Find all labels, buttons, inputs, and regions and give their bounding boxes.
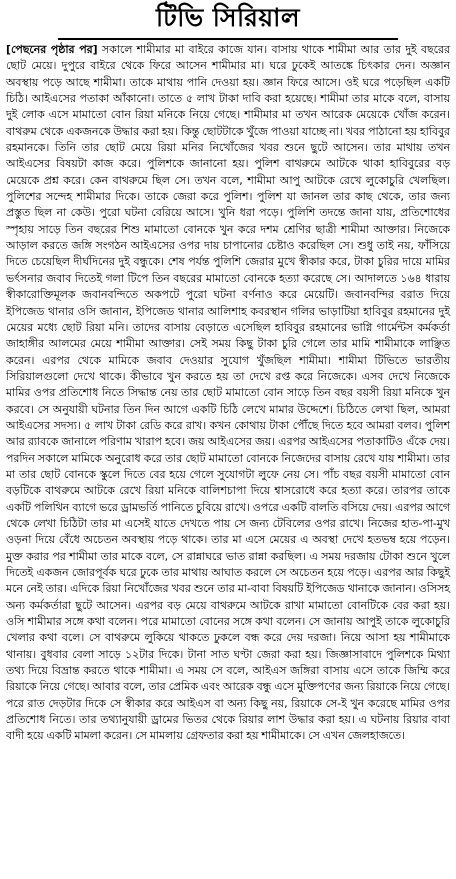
article-headline: টিভি সিরিয়াল bbox=[58, 0, 398, 40]
article-body-text: সকালে শামীমার মা বাইরে কাজে যান। বাসায় থাকে শামীমা আর তার দুই বছরের ছোট মেয়ে। দুপুরে বাইরে থেকে ফিরে আসেন শামীমার মা। ঘরে ঢুকেই আতঙ্কে চিৎকার দেন। অজ্ঞান অবস্থায় পড়ে আছে শামীমা। তাকে মাথায় পানি দেওয়া হয়। জ্ঞান ফিরে আসে। ওই ঘরে পড়েছিল একটি চিঠি। আইএসের পতাকা আঁকানো। তাতে ৫ লাখ টাকা দাবি করা হয়েছে। শামীমা তার মাকে বলে, বাসায় দুই লোক এসে মামাতো বোন রিয়া মনিকে নিয়ে গেছে। শামীমার মা তখন আরেক মেয়েকে খোঁজ করেন। বাথরুম থেকে একজনকে উদ্ধার করা হয়। কিন্তু ছোটটাকে খুঁজে পাওয়া যাচ্ছে না। খবর পাঠানো হয় হাবিবুর রহমানকে। তিনি তার ছোট মেয়ে রিয়া মনির নিখোঁজের খবর শুনে ছুটে আসেন। তার মাথায় তখন আইএসের বিষয়টা কাজ করে। পুলিশকে জানানো হয়। পুলিশ বাথরুমে আটকে থাকা হাবিবুরের বড় মেয়েকে প্রশ্ন করে। কেন বাথরুমে ছিল সে। তখন বলে, শামীমা আপু আটকে রেখে লুকোচুরি খেলছিল। পুলিশের সন্দেহ শামীমার দিকে। তাকে জেরা করে পুলিশ। পুলিশ যা জানল তার কাছ থেকে, তার জন্য প্রস্তুত ছিল না কেউ। পুরো ঘটনা বেরিয়ে আসে। খুনি ধরা পড়ে। পুলিশি তদন্তে জানা যায়, প্রতিশোধের স্পৃহায় সাড়ে তিন বছরের শিশু মামাতো বোনকে খুন করে দশম শ্রেণির ছাত্রী শামীমা আক্তার। নিজেকে আড়াল করতে জঙ্গি সংগঠন আইএসের ওপর দায় চাপানোর চেষ্টাও করেছিল সে। শুধু তাই নয়, ফাঁসিয়ে দিতে চেয়েছিল দীর্ঘদিনের দুই বন্ধুকে। শেষ পর্যন্ত পুলিশি জেরার মুখে স্বীকার করে, টাকা চুরির দায়ে মামির ভর্ৎসনার জবাব দিতেই গলা টিপে তিন বছরের মামাতো বোনকে হত্যা করেছে সে। আদালতে ১৬৪ ধারায় স্বীকারোক্তিমূলক জবানবন্দিতে অকপটে পুরো ঘটনা বর্ণনাও করে মেয়েটি। জবানবন্দির বরাত দিয়ে ইপিজেড থানার ওসি জানান, ইপিজেড থানার আলিশাহ কবরস্থান গলির ভাড়াটিয়া হাবিবুর রহমানের দুই মেয়ের মধ্যে ছোট রিয়া মনি। তাদের বাসায় বেড়াতে এসেছিল হাবিবুর রহমানের ভাগ্নি গার্মেন্টস কর্মকর্তা জাহাঙ্গীর আলমের মেয়ে শামীমা আক্তার। সেই সময় কিছু টাকা চুরি গেলে তার মামি শামীমাকে লাঞ্ছিত করেন। এরপর থেকে মামিকে জবাব দেওয়ার সুযোগ খুঁজছিল শামীমা। শামীমা টিভিতে ভারতীয় সিরিয়ালগুলো দেখে থাকে। কীভাবে খুন করতে হয় তা দেখে রপ্ত করে নিজেকে। এসব দেখে নিজেকে মামির ওপর প্রতিশোধ নিতে সিদ্ধান্ত নেয় তার ছোট মামাতো বোন সাড়ে তিন বছর বয়সী রিয়া মনিকে খুন করবে। সে অনুযায়ী ঘটনার তিন দিন আগে একটি চিঠি লেখে মামার উদ্দেশে। চিঠিতে লেখা ছিল, আমরা আইএসের সদস্য। ৫ লাখ টাকা রেডি করে রাখ। কখন কোথায় টাকা পৌঁছে দিতে হবে আমরা বলব। পুলিশ আর র‍্যাবকে জানালে পরিণাম খারাপ হবে। জয় আইএসের জয়। এরপর আইএসের পতাকাটিও এঁকে দেয়। পরদিন সকালে মামিকে অনুরোধ করে তার ছোট মামাতো বোনকে নিজেদের বাসায় রেখে যায় শামীমা। তার মা তার ছোট বোনকে স্কুলে দিতে বের হয়ে গেলে সুযোগটা লুফে নেয় সে। পাঁচ বছর বয়সী মামাতো বোন বড়টিকে বাথরুমে আটকে রেখে রিয়া মনিকে বালিশচাপা দিয়ে শ্বাসরোধে করে হত্যা করে। তারপর তাকে একটি পলিথিন ব্যাগে ভরে ড্রামভর্তি পানিতে চুবিয়ে রাখে। ওপরে একটি বালতি বসিয়ে দেয়। এরপর আগে থেকে লেখা চিঠিটা তার মা এসেই যাতে দেখতে পায় সে জন্য টেবিলের ওপর রাখে। নিজের হাত-পা-মুখ ওড়না দিয়ে বেঁধে অচেতন অবস্থায় পড়ে থাকে। তার মা এসে মেয়ের এ অবস্থা দেখে হতভম্ব হয়ে পড়েন। মুক্ত করার পর শামীমা তার মাকে বলে, সে রান্নাঘরে ভাত রান্না করছিল। এ সময় দরজায় টোকা শুনে খুলে দিতেই একজন জোরপূর্বক ঘরে ঢুকে তার মাথায় আঘাত করলে সে অচেতন হয়ে পড়ে। এরপর আর কিছুই মনে নেই তার। এদিকে রিয়া নিখোঁজের খবর শুনে তার মা-বাবা বিষয়টি ইপিজেড থানাকে জানান। ওসিসহ অন্য কর্মকর্তারা ছুটে আসেন। এরপর বড় মেয়ে বাথরুমে আটকে রাখা মামাতো বোনটিকে বের করা হয়। ওসি শামীমার সঙ্গে কথা বলেন। পরে মামাতো বোনের সঙ্গে কথা বলেন। সে জানায় আপুই তাকে লুকোচুরি খেলার কথা বলে। সে বাথরুমে লুকিয়ে থাকতে ঢুকলে বন্ধ করে দেয় দরজা। নিয়ে আসা হয় শামীমাকে থানায়। বুধবার বেলা সাড়ে ১২টার দিকে। টানা সাত ঘণ্টা জেরা করা হয়। জিজ্ঞাসাবাদে পুলিশকে মিথ্যা তথ্য দিয়ে বিভ্রান্ত করতে থাকে শামীমা। এ সময় সে বলে, আইএস জঙ্গিরা বাসায় এসে তাকে জিম্মি করে রিয়াকে নিয়ে গেছে। আবার বলে, তার প্রেমিক এবং আরেক বন্ধু এসে মুক্তিপণের জন্য রিয়াকে নিয়ে গেছে। পরে রাত দেড়টার দিকে সে স্বীকার করে আইএস বা অন্য কিছু নয়, রিয়াকে সে-ই খুন করেছে মামির ওপর প্রতিশোধ নিতে। তার তথ্যানুযায়ী ড্রামের ভিতর থেকে রিয়ার লাশ উদ্ধার করা হয়। এ ঘটনায় রিয়ার বাবা বাদী হয়ে একটি মামলা করেন। সে মামলায় গ্রেফতার করা হয় শামীমাকে। সে এখন জেলহাজতে। bbox=[6, 43, 450, 743]
continued-from-label: [পেছনের পৃষ্ঠার পর] bbox=[6, 43, 98, 56]
article-body bbox=[6, 42, 450, 745]
